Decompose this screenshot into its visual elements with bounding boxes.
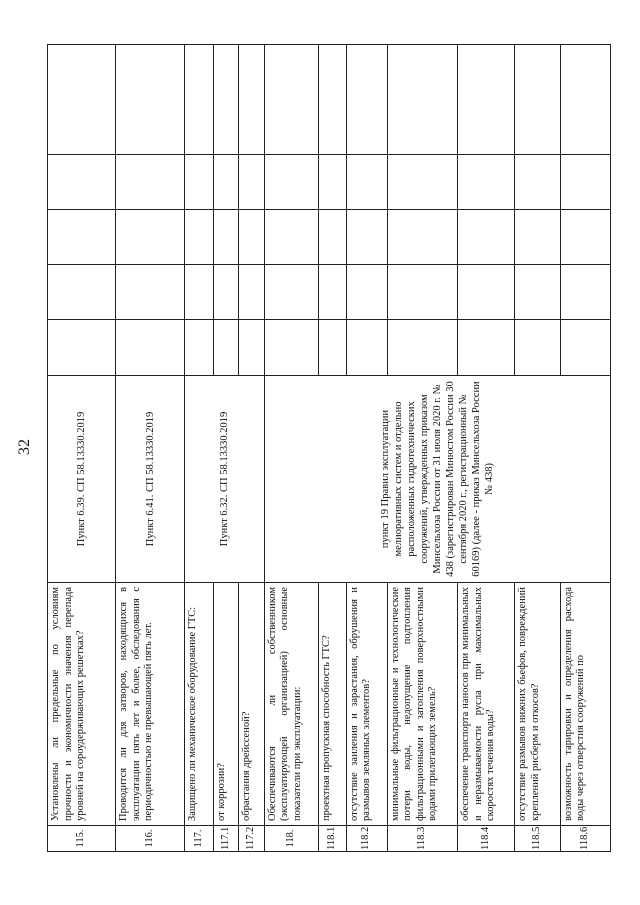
question-text: возможность тарировки и определения расхода воды через отверстия сооружений по xyxy=(560,583,610,826)
legal-reference: пункт 19 Правил эксплуатации мелиоративных систем и отдельно расположенных гидротехнических сооружений, утвержденных приказом Минсельхоза России от 31 июля 2020 г. № 438 (зарегистрирован Минюстом России 30 сентября 2020 г., регистрационный № 60169) (далее - приказ Минсельхоза России № 438) xyxy=(264,376,611,583)
answer-no-cell[interactable] xyxy=(319,265,346,320)
answer-yes-cell[interactable] xyxy=(48,320,116,376)
row-number: 118.2 xyxy=(346,826,387,852)
answer-na-cell[interactable] xyxy=(387,210,458,265)
note-cell[interactable] xyxy=(184,45,214,155)
legal-reference: Пункт 6.32. СП 58.13330.2019 xyxy=(184,376,264,583)
question-text: Защищено ли механическое оборудование ГТС: xyxy=(184,583,214,826)
question-text: обрастания дрейссеной? xyxy=(239,583,264,826)
answer-extra-cell[interactable] xyxy=(184,155,214,210)
row-number: 117.2 xyxy=(239,826,264,852)
note-cell[interactable] xyxy=(387,45,458,155)
answer-extra-cell[interactable] xyxy=(387,155,458,210)
answer-extra-cell[interactable] xyxy=(239,155,264,210)
answer-extra-cell[interactable] xyxy=(214,155,239,210)
answer-extra-cell[interactable] xyxy=(560,155,610,210)
answer-na-cell[interactable] xyxy=(239,210,264,265)
row-number: 118.4 xyxy=(458,826,515,852)
answer-yes-cell[interactable] xyxy=(184,320,214,376)
answer-no-cell[interactable] xyxy=(184,265,214,320)
answer-na-cell[interactable] xyxy=(346,210,387,265)
answer-no-cell[interactable] xyxy=(116,265,184,320)
note-cell[interactable] xyxy=(116,45,184,155)
answer-no-cell[interactable] xyxy=(458,265,515,320)
answer-na-cell[interactable] xyxy=(214,210,239,265)
answer-no-cell[interactable] xyxy=(560,265,610,320)
question-text: Установлены ли предельные по условиям прочности и экономичности значения перепада уровней на сороудерживающих решетках? xyxy=(48,583,116,826)
answer-extra-cell[interactable] xyxy=(319,155,346,210)
question-text: отсутствие размывов нижних бьефов, повреждений креплений рисберм и откосов? xyxy=(515,583,561,826)
answer-no-cell[interactable] xyxy=(346,265,387,320)
note-cell[interactable] xyxy=(48,45,116,155)
answer-na-cell[interactable] xyxy=(560,210,610,265)
note-cell[interactable] xyxy=(319,45,346,155)
answer-no-cell[interactable] xyxy=(48,265,116,320)
legal-reference: Пункт 6.41. СП 58.13330.2019 xyxy=(116,376,184,583)
question-text: проектная пропускная способность ГТС? xyxy=(319,583,346,826)
question-text: минимальные фильтрационные и технологические потери воды, недопущение подтопления фильтрационными и затопления поверхностными водами прилегающих земель? xyxy=(387,583,458,826)
note-cell[interactable] xyxy=(214,45,239,155)
table-row xyxy=(264,45,319,852)
row-number: 116. xyxy=(116,826,184,852)
answer-no-cell[interactable] xyxy=(387,265,458,320)
answer-yes-cell[interactable] xyxy=(116,320,184,376)
table-row xyxy=(116,45,184,852)
answer-extra-cell[interactable] xyxy=(116,155,184,210)
answer-yes-cell[interactable] xyxy=(560,320,610,376)
note-cell[interactable] xyxy=(346,45,387,155)
answer-no-cell[interactable] xyxy=(214,265,239,320)
answer-na-cell[interactable] xyxy=(184,210,214,265)
answer-extra-cell[interactable] xyxy=(48,155,116,210)
answer-yes-cell[interactable] xyxy=(458,320,515,376)
question-text: обеспечение транспорта наносов при минимальных и неразмываемости русла при максимальных скоростях течения воды? xyxy=(458,583,515,826)
answer-no-cell[interactable] xyxy=(239,265,264,320)
row-number: 117. xyxy=(184,826,214,852)
row-number: 118.5 xyxy=(515,826,561,852)
row-number: 117.1 xyxy=(214,826,239,852)
table-row xyxy=(184,45,214,852)
note-cell[interactable] xyxy=(264,45,319,155)
answer-extra-cell[interactable] xyxy=(346,155,387,210)
answer-extra-cell[interactable] xyxy=(458,155,515,210)
answer-yes-cell[interactable] xyxy=(515,320,561,376)
checklist-table xyxy=(47,44,611,852)
answer-yes-cell[interactable] xyxy=(239,320,264,376)
answer-na-cell[interactable] xyxy=(319,210,346,265)
row-number: 118.3 xyxy=(387,826,458,852)
note-cell[interactable] xyxy=(458,45,515,155)
row-number: 115. xyxy=(48,826,116,852)
checklist-sheet xyxy=(47,45,611,852)
answer-na-cell[interactable] xyxy=(515,210,561,265)
question-text: Проводится ли для затворов, находящихся в эксплуатации пять лет и более, обследования с периодичностью не превышающей пять лет. xyxy=(116,583,184,826)
note-cell[interactable] xyxy=(515,45,561,155)
answer-yes-cell[interactable] xyxy=(214,320,239,376)
answer-na-cell[interactable] xyxy=(116,210,184,265)
note-cell[interactable] xyxy=(560,45,610,155)
row-number: 118. xyxy=(264,826,319,852)
row-number: 118.6 xyxy=(560,826,610,852)
answer-no-cell[interactable] xyxy=(264,265,319,320)
answer-no-cell[interactable] xyxy=(515,265,561,320)
note-cell[interactable] xyxy=(239,45,264,155)
page-number: 32 xyxy=(16,439,33,455)
answer-yes-cell[interactable] xyxy=(387,320,458,376)
answer-na-cell[interactable] xyxy=(48,210,116,265)
answer-yes-cell[interactable] xyxy=(264,320,319,376)
answer-na-cell[interactable] xyxy=(458,210,515,265)
answer-yes-cell[interactable] xyxy=(319,320,346,376)
answer-na-cell[interactable] xyxy=(264,210,319,265)
question-text: Обеспечиваются ли собственником (эксплуатирующей организацией) основные показатели при эксплуатации: xyxy=(264,583,319,826)
rotated-table-area xyxy=(47,45,611,852)
legal-reference: Пункт 6.39. СП 58.13330.2019 xyxy=(48,376,116,583)
row-number: 118.1 xyxy=(319,826,346,852)
question-text: отсутствие заиления и зарастания, обрушения и размывов земляных элементов? xyxy=(346,583,387,826)
question-text: от коррозии? xyxy=(214,583,239,826)
table-row xyxy=(48,45,116,852)
answer-yes-cell[interactable] xyxy=(346,320,387,376)
answer-extra-cell[interactable] xyxy=(515,155,561,210)
answer-extra-cell[interactable] xyxy=(264,155,319,210)
